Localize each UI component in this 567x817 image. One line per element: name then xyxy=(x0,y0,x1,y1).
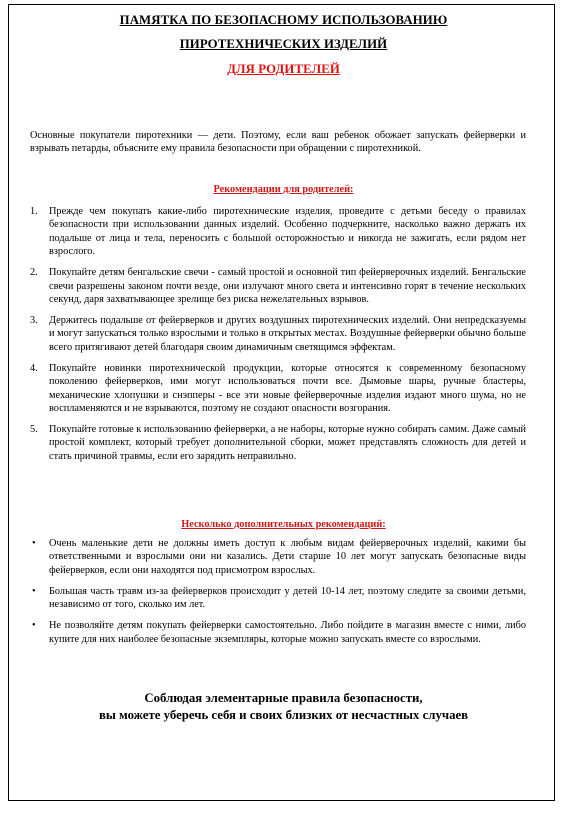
recommendation-item xyxy=(30,205,526,259)
bullet-icon: • xyxy=(32,585,36,597)
document-subtitle-for-parents: ДЛЯ РОДИТЕЛЕЙ xyxy=(227,62,340,76)
additional-item xyxy=(30,619,526,646)
closing-line-2: вы можете уберечь себя и своих близких от несчастных случаев xyxy=(98,707,469,722)
closing-statement xyxy=(0,690,567,723)
additional-text: Очень маленькие дети не должны иметь доступ к любым видам фейерверочных изделий, какими бы ответственными и взрослыми они ни казались. Дети старше 10 лет могут запускать безопасные виды фейерверков, если они находятся под присмотром взрослых. xyxy=(49,538,526,576)
recommendation-item xyxy=(30,362,526,416)
recommendation-text: Прежде чем покупать какие-либо пиротехнические изделия, проведите с детьми беседу о правилах безопасности при использовании данных изделий. Особенно подчеркните, насколько важно держать их подальше от лица и тела, переносить с большой осторожностью и никогда не зажигать, если рядом нет взрослого. xyxy=(49,206,526,258)
bullet-icon: • xyxy=(32,538,36,549)
recommendation-text: Покупайте детям бенгальские свечи - самый простой и основной тип фейерверочных изделий. Бенгальские свечи разрешены законом почти везде, они излучают много света и интенсивно горят в течение нескольких секунд, даря захватывающее зрелище без риска нежелательных взрывов. xyxy=(49,267,526,306)
additional-item xyxy=(30,537,526,577)
closing-line-1: Соблюдая элементарные правила безопасности, xyxy=(144,691,423,705)
section-heading-recommendations: Рекомендации для родителей: xyxy=(213,184,354,195)
document-title-line-1: ПАМЯТКА ПО БЕЗОПАСНОМУ ИСПОЛЬЗОВАНИЮ xyxy=(119,13,448,27)
additional-item xyxy=(30,585,526,612)
list-number: 1. xyxy=(30,206,38,217)
recommendation-text: Покупайте новинки пиротехнической продукции, которые относятся к современному безопасному поколению фейерверков, ими могут использоваться почти все. Дымовые шары, ручные бластеры, механические хлопушки и снэпперы - все эти новые фейерверочные изделия издают много шума, но не воспламеняются и не взрываются, поэтому не создают опасности возгорания. xyxy=(49,362,526,415)
additional-text: Не позволяйте детям покупать фейерверки самостоятельно. Либо пойдите в магазин вместе с ними, либо купите для них наиболее безопасные экземпляры, которые можно запускать вместе со взрослыми. xyxy=(49,620,526,645)
list-number: 4. xyxy=(30,362,38,374)
document-title-line-2: ПИРОТЕХНИЧЕСКИХ ИЗДЕЛИЙ xyxy=(179,37,388,51)
intro-paragraph: Основные покупатели пиротехники — дети. Поэтому, если ваш ребенок обожает запускать фейерверки и взрывать петарды, объясните ему правила безопасности при обращении с пиротехникой. xyxy=(30,130,526,155)
recommendation-item xyxy=(30,423,526,463)
additional-text: Большая часть травм из-за фейерверков происходит у детей 10-14 лет, поэтому следите за своими детьми, независимо от того, сколько им лет. xyxy=(49,585,526,611)
recommendations-list xyxy=(30,205,526,471)
recommendation-item xyxy=(30,266,526,306)
recommendation-text: Держитесь подальше от фейерверков и других воздушных пиротехнических изделий. Они непредсказуемы и могут запускаться только взрослыми и только в открытых местах. Воздушные фейерверки обычно больше всего притягивают детей благодаря своим динамичным светящимся эффектам. xyxy=(49,315,526,353)
section-heading-additional: Несколько дополнительных рекомендаций: xyxy=(181,519,386,530)
recommendation-item xyxy=(30,314,526,354)
list-number: 5. xyxy=(30,424,38,436)
bullet-icon: • xyxy=(32,620,36,632)
additional-recommendations-list xyxy=(30,537,526,654)
list-number: 2. xyxy=(30,267,38,279)
recommendation-text: Покупайте готовые к использованию фейерверки, а не наборы, которые нужно собирать самим. Даже самый простой комплект, который требует дополнительной сборки, может представлять сложность для детей и стать причиной травмы, если его зарядить неправильно. xyxy=(49,424,526,462)
list-number: 3. xyxy=(30,315,38,327)
